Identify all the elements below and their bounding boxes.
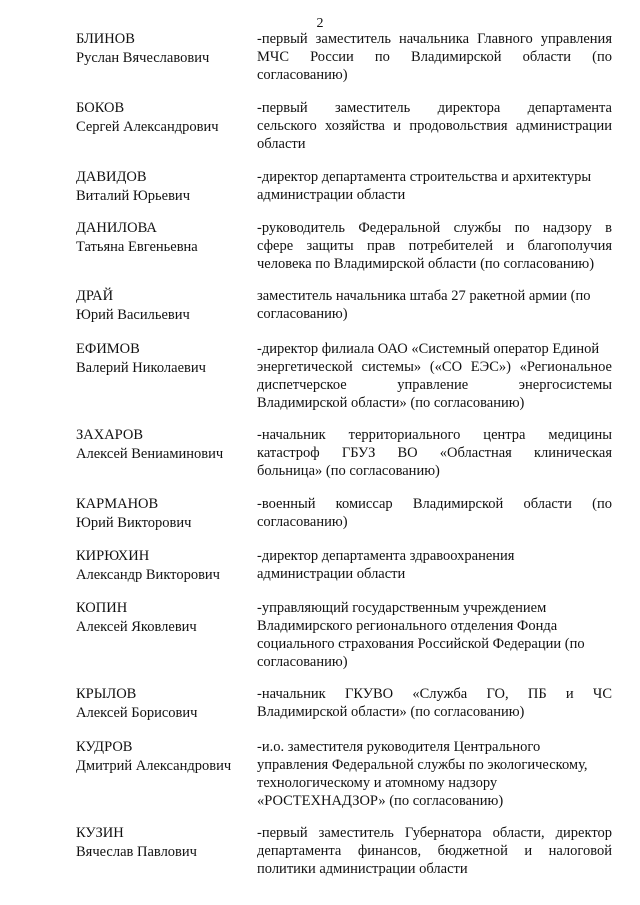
person-name [76, 426, 251, 463]
person-name [76, 30, 251, 67]
position-description [257, 287, 612, 323]
position-line: Владимирского регионального отделения Фонда [257, 618, 558, 634]
position-line: администрации области [257, 187, 406, 203]
person-name [76, 547, 251, 584]
given-name: Татьяна Евгеньевна [76, 238, 198, 255]
surname: КРЫЛОВ [76, 686, 137, 702]
position-line: сфере защиты прав потребителей и благополучия [257, 238, 612, 254]
position-description [257, 547, 612, 583]
position-description [257, 340, 612, 412]
position-line: энергетической системы» («СО ЕЭС») «Региональное [257, 359, 612, 375]
position-line: -военный комиссар Владимирской области (по [257, 496, 612, 512]
surname: ДАВИДОВ [76, 169, 147, 185]
position-line: -руководитель Федеральной службы по надзору в [257, 220, 612, 236]
given-name: Алексей Борисович [76, 704, 198, 721]
position-description [257, 168, 612, 204]
position-line: департамента финансов, бюджетной и налоговой [257, 843, 612, 859]
position-description [257, 738, 612, 810]
position-line: администрации области [257, 566, 406, 582]
surname: ДАНИЛОВА [76, 220, 157, 236]
position-description [257, 599, 612, 671]
surname: КОПИН [76, 600, 128, 616]
position-description [257, 30, 612, 84]
person-name [76, 340, 251, 377]
person-name [76, 99, 251, 136]
surname: БОКОВ [76, 100, 125, 116]
position-description [257, 824, 612, 878]
position-line: технологическому и атомному надзору [257, 775, 498, 791]
given-name: Алексей Яковлевич [76, 618, 197, 635]
page-number: 2 [316, 16, 324, 31]
position-line: согласованию) [257, 67, 348, 83]
position-line: -первый заместитель начальника Главного управления [257, 31, 612, 47]
position-line: согласованию) [257, 514, 348, 530]
position-line: диспетчерское управление энергосистемы [257, 377, 612, 393]
position-line: заместитель начальника штаба 27 ракетной армии (по [257, 288, 591, 304]
given-name: Валерий Николаевич [76, 359, 206, 376]
position-description [257, 685, 612, 721]
person-name [76, 219, 251, 256]
person-name [76, 168, 251, 205]
surname: КАРМАНОВ [76, 496, 159, 512]
given-name: Сергей Александрович [76, 118, 219, 135]
position-line: катастроф ГБУЗ ВО «Областная клиническая [257, 445, 612, 461]
position-line: МЧС России по Владимирской области (по [257, 49, 612, 65]
given-name: Вячеслав Павлович [76, 843, 197, 860]
position-line: -и.о. заместителя руководителя Центрального [257, 739, 541, 755]
surname: КИРЮХИН [76, 548, 150, 564]
position-line: -директор департамента здравоохранения [257, 548, 515, 564]
position-line: Владимирской области» (по согласованию) [257, 704, 525, 720]
surname: БЛИНОВ [76, 31, 135, 47]
person-name [76, 287, 251, 324]
position-line: сельского хозяйства и продовольствия администрации [257, 118, 612, 134]
given-name: Алексей Вениаминович [76, 445, 224, 462]
surname: ЗАХАРОВ [76, 427, 144, 443]
position-line: -управляющий государственным учреждением [257, 600, 547, 616]
position-line: социального страхования Российской Федерации (по [257, 636, 585, 652]
position-line: -начальник территориального центра медицины [257, 427, 612, 443]
given-name: Юрий Васильевич [76, 306, 190, 323]
person-name [76, 824, 251, 861]
position-line: «РОСТЕХНАДЗОР» (по согласованию) [257, 793, 504, 809]
position-description [257, 219, 612, 273]
surname: КУЗИН [76, 825, 124, 841]
surname: КУДРОВ [76, 739, 133, 755]
position-line: -первый заместитель Губернатора области, директор [257, 825, 612, 841]
position-line: согласованию) [257, 306, 348, 322]
given-name: Дмитрий Александрович [76, 757, 232, 774]
position-line: политики администрации области [257, 861, 468, 877]
given-name: Юрий Викторович [76, 514, 192, 531]
position-line: -первый заместитель директора департамента [257, 100, 612, 116]
position-line: -начальник ГКУВО «Служба ГО, ПБ и ЧС [257, 686, 612, 702]
position-line: области [257, 136, 306, 152]
position-description [257, 495, 612, 531]
given-name: Руслан Вячеславович [76, 49, 210, 66]
surname: ДРАЙ [76, 288, 114, 304]
position-line: согласованию) [257, 654, 348, 670]
position-line: -директор филиала ОАО «Системный оператор Единой [257, 341, 600, 357]
person-name [76, 599, 251, 636]
position-description [257, 426, 612, 480]
position-line: человека по Владимирской области (по согласованию) [257, 256, 595, 272]
person-name [76, 738, 251, 775]
given-name: Александр Викторович [76, 566, 220, 583]
position-line: -директор департамента строительства и архитектуры [257, 169, 592, 185]
position-line: управления Федеральной службы по экологическому, [257, 757, 588, 773]
position-description [257, 99, 612, 153]
person-name [76, 685, 251, 722]
position-line: больница» (по согласованию) [257, 463, 440, 479]
position-line: Владимирской области» (по согласованию) [257, 395, 525, 411]
surname: ЕФИМОВ [76, 341, 140, 357]
given-name: Виталий Юрьевич [76, 187, 190, 204]
person-name [76, 495, 251, 532]
